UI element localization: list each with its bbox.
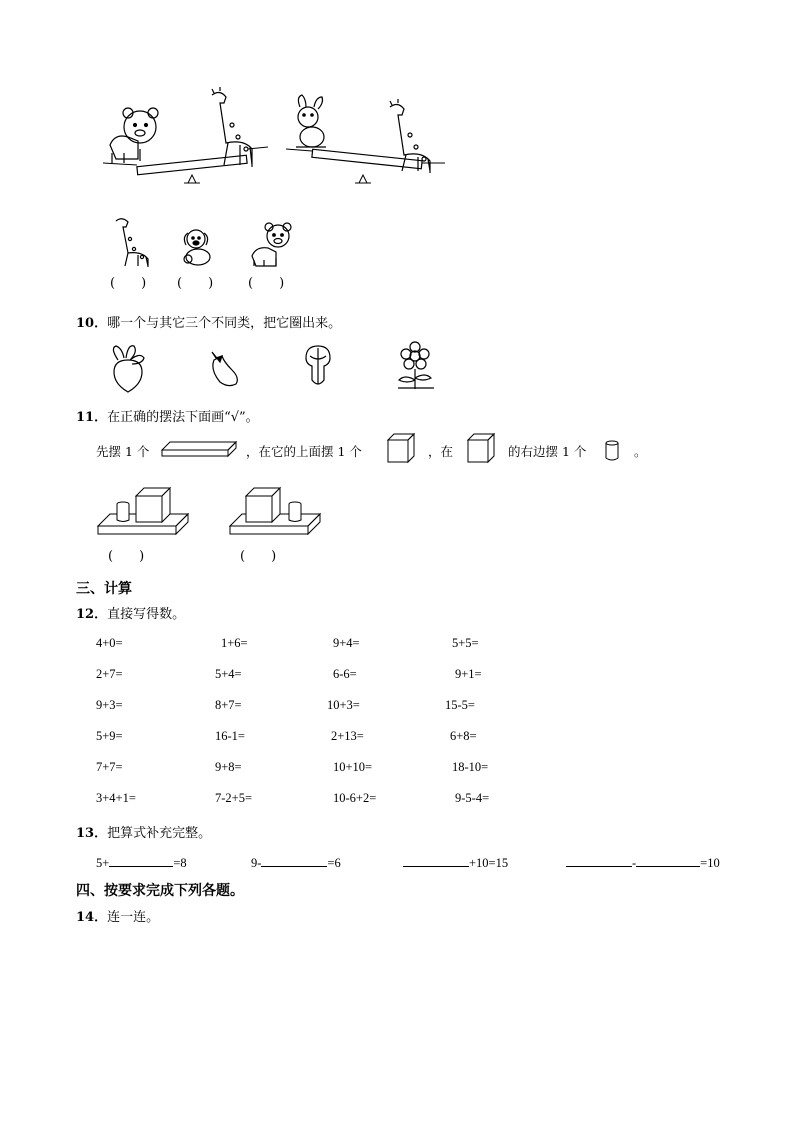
calc-item[interactable]: 18-10=: [452, 760, 489, 774]
q10-number: 10．: [76, 316, 108, 331]
cube-icon: [466, 432, 498, 464]
rabbit-icon: [296, 95, 326, 147]
q13-text: 把算式补充完整。: [107, 826, 212, 841]
radish-icon: [113, 346, 144, 392]
q14-number: 14．: [76, 910, 108, 925]
q10-heading: [76, 312, 341, 331]
eq2-blank[interactable]: [261, 854, 327, 867]
calc-item[interactable]: 5+5=: [452, 636, 479, 650]
eq2-left: 9-: [251, 856, 262, 870]
calc-item[interactable]: 9-5-4=: [455, 791, 490, 805]
calc-item[interactable]: 9+1=: [455, 667, 482, 681]
q12-heading: [76, 603, 185, 622]
calc-item[interactable]: 6+8=: [450, 729, 477, 743]
calc-item[interactable]: 16-1=: [215, 729, 245, 743]
q10-flower-choice[interactable]: [390, 342, 440, 390]
giraffe-icon: [116, 219, 148, 267]
eq4-right: =10: [700, 856, 720, 870]
cabbage-icon: [306, 346, 330, 384]
eq1-left: 5+: [96, 856, 110, 870]
eq3-right: +10=15: [469, 856, 509, 870]
dog-icon: [184, 230, 210, 265]
q12-text: 直接写得数。: [107, 607, 186, 622]
q9-answer-paren-2[interactable]: ( ): [177, 276, 214, 291]
q13-equation-3[interactable]: [403, 854, 508, 871]
q11-instruction-part3: ，在: [428, 444, 454, 459]
calc-item[interactable]: 5+9=: [96, 729, 123, 743]
calc-item[interactable]: 10-6+2=: [333, 791, 377, 805]
calc-item[interactable]: 4+0=: [96, 636, 123, 650]
calc-item[interactable]: 15-5=: [445, 698, 475, 712]
q13-equation-4[interactable]: [566, 854, 720, 871]
eq2-right: =6: [327, 856, 341, 870]
calc-item[interactable]: 9+4=: [333, 636, 360, 650]
calc-item[interactable]: 2+13=: [331, 729, 364, 743]
q9-giraffe-choice: [110, 213, 160, 268]
q9-answer-paren-1[interactable]: ( ): [110, 276, 147, 291]
q13-equation-2[interactable]: [251, 854, 341, 871]
q13-heading: [76, 822, 211, 841]
q14-text: 连一连。: [107, 910, 160, 925]
q11-instruction-part1: 先摆 1 个: [96, 444, 150, 459]
eq4-blank-2[interactable]: [636, 854, 700, 867]
bear-icon: [110, 108, 158, 163]
eq4-blank-1[interactable]: [566, 854, 632, 867]
q11-arrangement-option-2[interactable]: [228, 484, 324, 540]
q11-instruction-part2: ，在它的上面摆 1 个: [246, 444, 362, 459]
q14-heading: [76, 906, 159, 925]
balance-scales-figure: [100, 85, 460, 190]
calc-item[interactable]: 6-6=: [333, 667, 357, 681]
q13-equation-1[interactable]: [96, 854, 187, 871]
calc-item[interactable]: 1+6=: [221, 636, 248, 650]
q10-radish-choice[interactable]: [104, 342, 150, 394]
eq4-minus: -: [632, 856, 637, 870]
eq1-right: =8: [173, 856, 187, 870]
calc-item[interactable]: 8+7=: [215, 698, 242, 712]
bear-icon: [252, 223, 291, 266]
q11-heading: [76, 406, 259, 425]
calc-item[interactable]: 10+10=: [333, 760, 373, 774]
calc-item[interactable]: 3+4+1=: [96, 791, 136, 805]
q12-number: 12．: [76, 607, 108, 622]
right-balance-scale: [286, 149, 445, 183]
q10-cabbage-choice[interactable]: [300, 344, 336, 390]
calc-item[interactable]: 5+4=: [215, 667, 242, 681]
q11-text: 在正确的摆法下面画“√”。: [107, 410, 259, 425]
q11-answer-paren-2[interactable]: ( ): [240, 549, 277, 564]
q11-instruction-part5: 。: [634, 444, 647, 459]
q11-instruction-part4: 的右边摆 1 个: [508, 444, 587, 459]
eggplant-icon: [212, 352, 237, 386]
calc-item[interactable]: 7-2+5=: [215, 791, 253, 805]
eq1-blank[interactable]: [109, 854, 173, 867]
q9-answer-paren-3[interactable]: ( ): [248, 276, 285, 291]
eq3-blank[interactable]: [403, 854, 469, 867]
section-4-title: 四、按要求完成下列各题。: [76, 883, 244, 899]
section-3-title: 三、计算: [76, 581, 132, 597]
flat-board-icon: [160, 438, 238, 460]
flower-icon: [398, 342, 434, 389]
q9-bear-choice: [248, 220, 298, 270]
cube-icon: [386, 432, 418, 464]
q11-arrangement-option-1[interactable]: [96, 484, 192, 540]
calc-item[interactable]: 10+3=: [327, 698, 360, 712]
q10-eggplant-choice[interactable]: [204, 348, 244, 388]
giraffe-icon: [390, 99, 430, 173]
q13-number: 13．: [76, 826, 108, 841]
q11-answer-paren-1[interactable]: ( ): [108, 549, 145, 564]
left-balance-scale: [103, 147, 268, 183]
calc-item[interactable]: 9+3=: [96, 698, 123, 712]
calc-item[interactable]: 9+8=: [215, 760, 242, 774]
q11-number: 11．: [76, 410, 108, 425]
q10-text: 哪一个与其它三个不同类，把它圈出来。: [107, 316, 342, 331]
cylinder-icon: [604, 440, 620, 462]
q9-dog-choice: [178, 225, 218, 267]
calc-item[interactable]: 7+7=: [96, 760, 123, 774]
calc-item[interactable]: 2+7=: [96, 667, 123, 681]
